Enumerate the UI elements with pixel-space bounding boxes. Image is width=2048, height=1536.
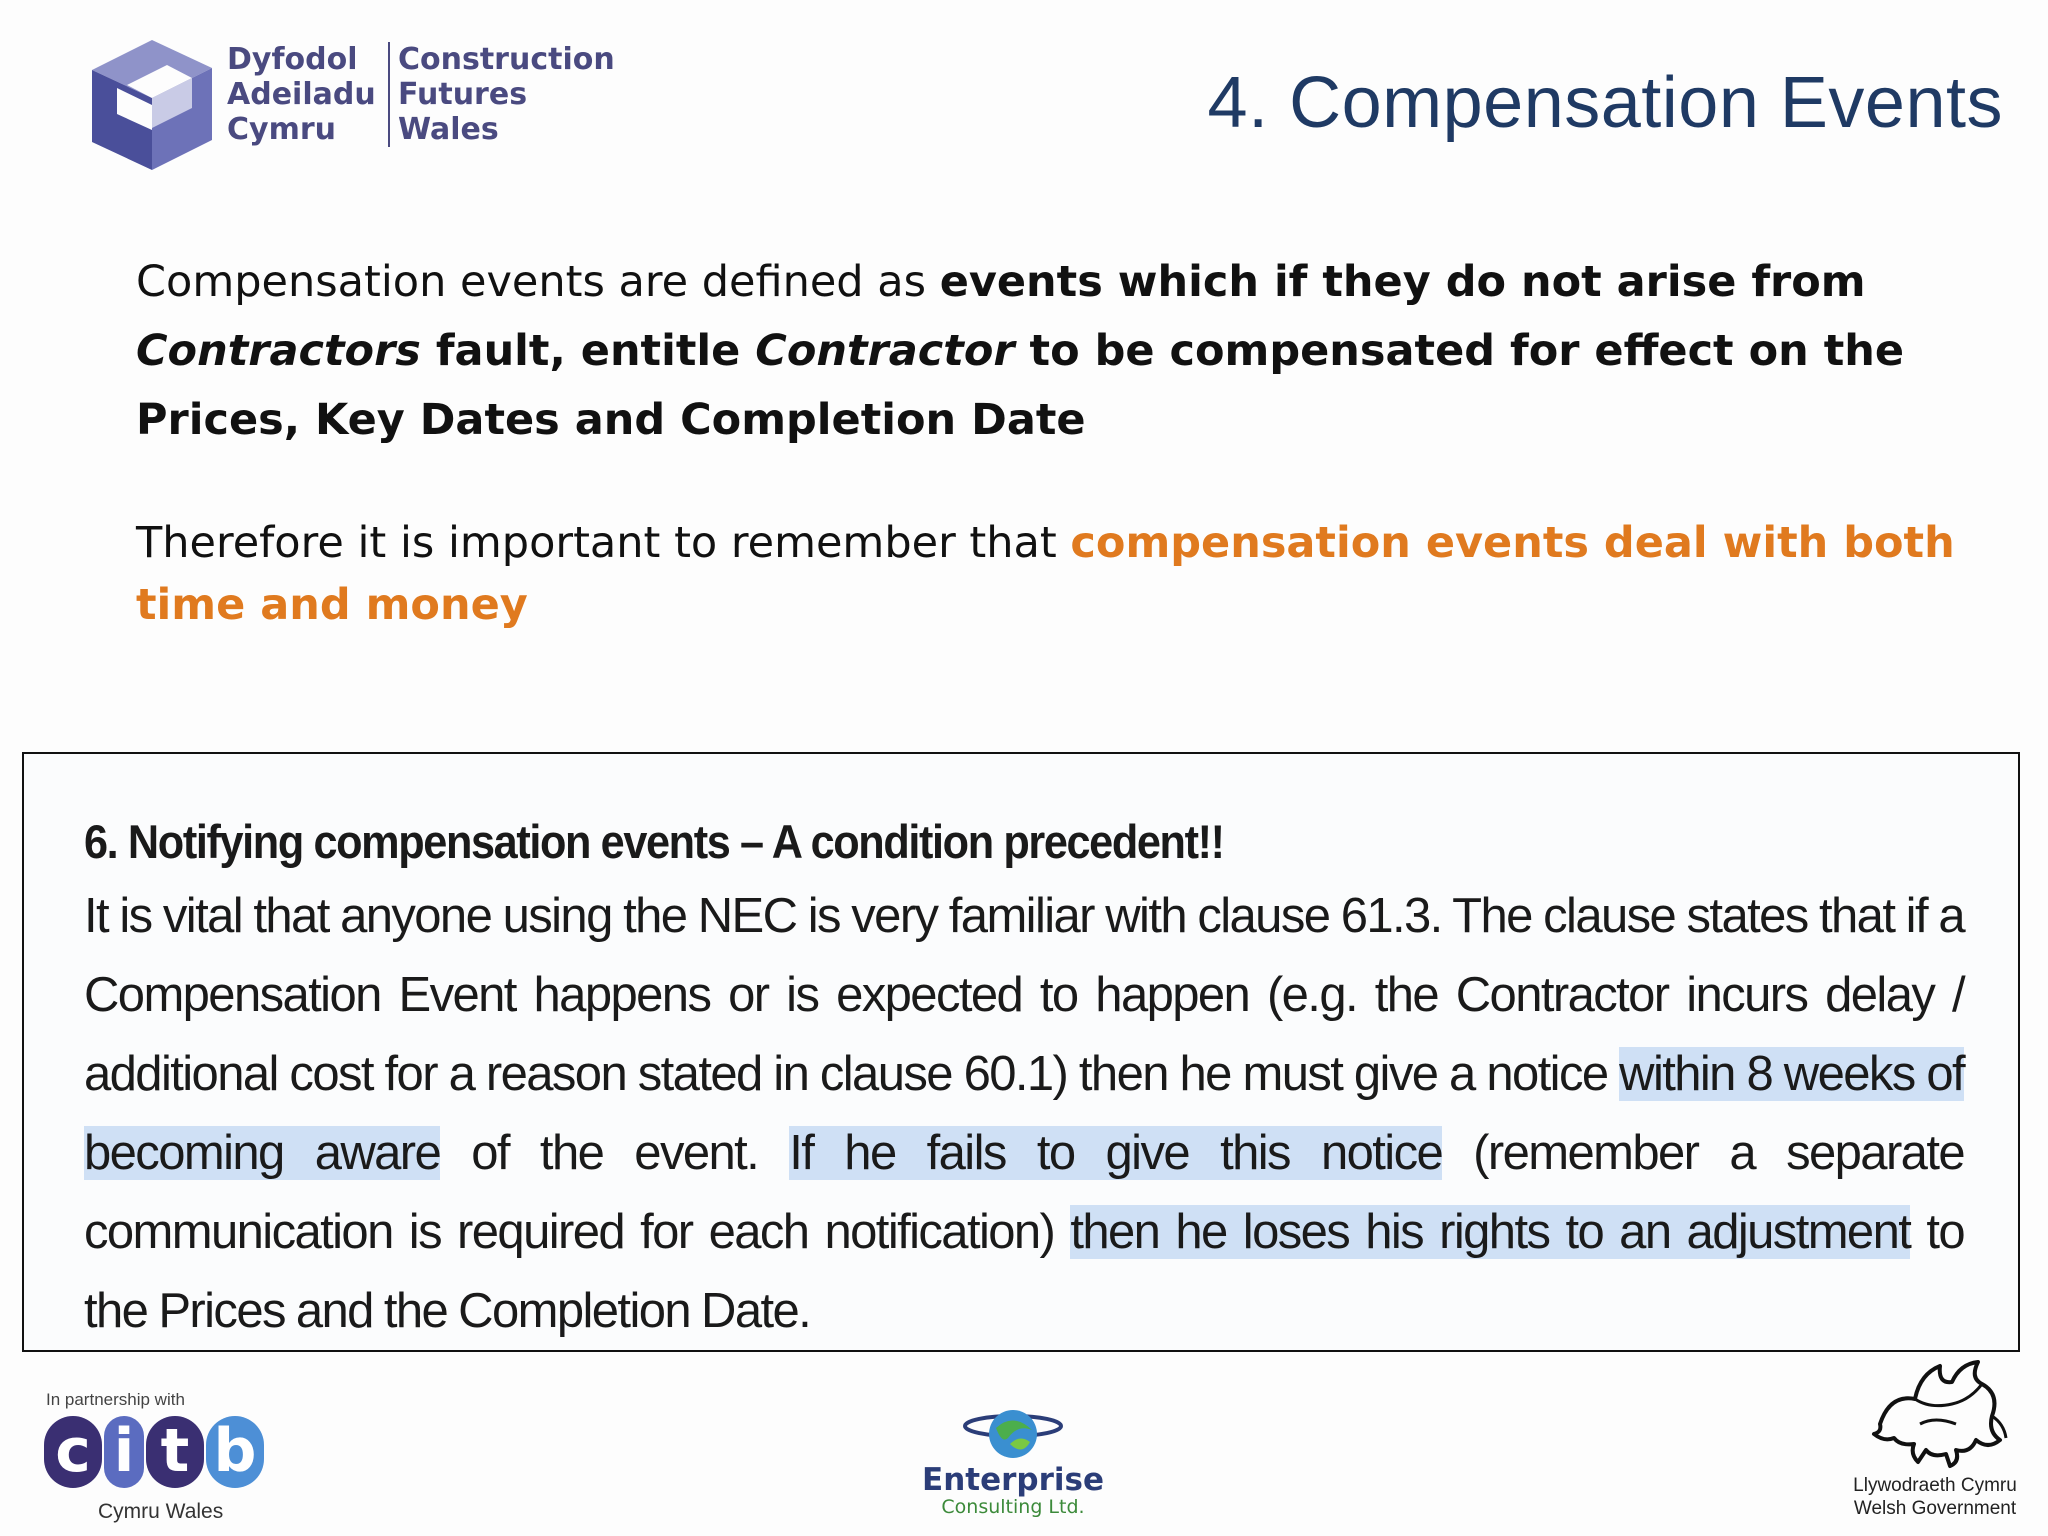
clause-highlight: If he fails to give this notice [789, 1126, 1443, 1180]
logo-english-line: Wales [398, 112, 499, 147]
citb-letter: t [146, 1416, 204, 1488]
enterprise-consulting-logo [918, 1404, 1108, 1524]
clause-highlight: within 8 weeks of becoming aware [84, 1047, 1964, 1180]
citb-subtitle: Cymru Wales [98, 1500, 224, 1523]
clause-excerpt-content [84, 814, 1964, 1351]
logo-welsh-line: Adeiladu [227, 77, 376, 112]
clause-heading: 6. Notifying compensation events – A condition precedent!! [84, 815, 1224, 868]
logo-english-line: Futures [398, 77, 528, 112]
clause-text-segment: It is vital that anyone using the NEC is very familiar with clause 61.3. The clause states that if a Compensation Event happens or is expected to happen (e.g. the Contractor incurs delay / additional cost for a reason stated in clause 60.1) then he must give a notice [84, 889, 1964, 1101]
definition-paragraph [136, 248, 1966, 455]
clause-text-segment: to the Prices and the Completion Date. [84, 1205, 1964, 1338]
reminder-highlight: compensation events deal with both time and money [136, 518, 1955, 630]
welsh-government-english-name: Welsh Government [1853, 1498, 2017, 1519]
welsh-government-logo [1840, 1354, 2030, 1529]
logo-welsh-text [227, 42, 376, 147]
enterprise-globe-icon [958, 1404, 1068, 1462]
cube-logo-icon [72, 30, 217, 180]
clause-excerpt-box [22, 752, 2020, 1352]
enterprise-subtitle: Consulting Ltd. [941, 1496, 1085, 1518]
clause-body [84, 877, 1964, 1351]
citb-logo [44, 1390, 264, 1530]
welsh-government-welsh-name: Llywodraeth Cymru [1853, 1475, 2017, 1496]
welsh-dragon-icon [1860, 1354, 2010, 1474]
slide-title: 4. Compensation Events [1207, 63, 2003, 143]
citb-wordmark [44, 1416, 264, 1498]
logo-welsh-line: Dyfodol [227, 42, 358, 77]
citb-letter: c [44, 1416, 102, 1488]
definition-italic: Contractors [136, 326, 421, 376]
construction-futures-wales-logo [72, 30, 615, 180]
logo-welsh-line: Cymru [227, 112, 336, 147]
citb-caption: In partnership with [46, 1390, 185, 1409]
reminder-paragraph [136, 512, 1966, 636]
definition-bold: to be compensated for effect on the Prices, Key Dates and Completion Date [136, 326, 1905, 445]
clause-highlight: then he loses his rights to an adjustment [1070, 1205, 1911, 1259]
citb-letter: b [206, 1416, 264, 1488]
clause-text-segment: of the event. [440, 1126, 790, 1180]
logo-english-text [388, 42, 615, 147]
reminder-text: Therefore it is important to remember that [136, 518, 1071, 568]
definition-italic: Contractor [755, 326, 1015, 376]
enterprise-name: Enterprise [922, 1462, 1104, 1498]
definition-text: Compensation events are defined as [136, 257, 940, 307]
definition-bold: fault, entitle [420, 326, 756, 376]
definition-bold: events which if they do not arise from [939, 257, 1866, 307]
clause-text-segment: (remember a separate communication is required for each notification) [84, 1126, 1964, 1259]
logo-english-line: Construction [398, 42, 615, 77]
citb-letter: i [104, 1416, 144, 1488]
